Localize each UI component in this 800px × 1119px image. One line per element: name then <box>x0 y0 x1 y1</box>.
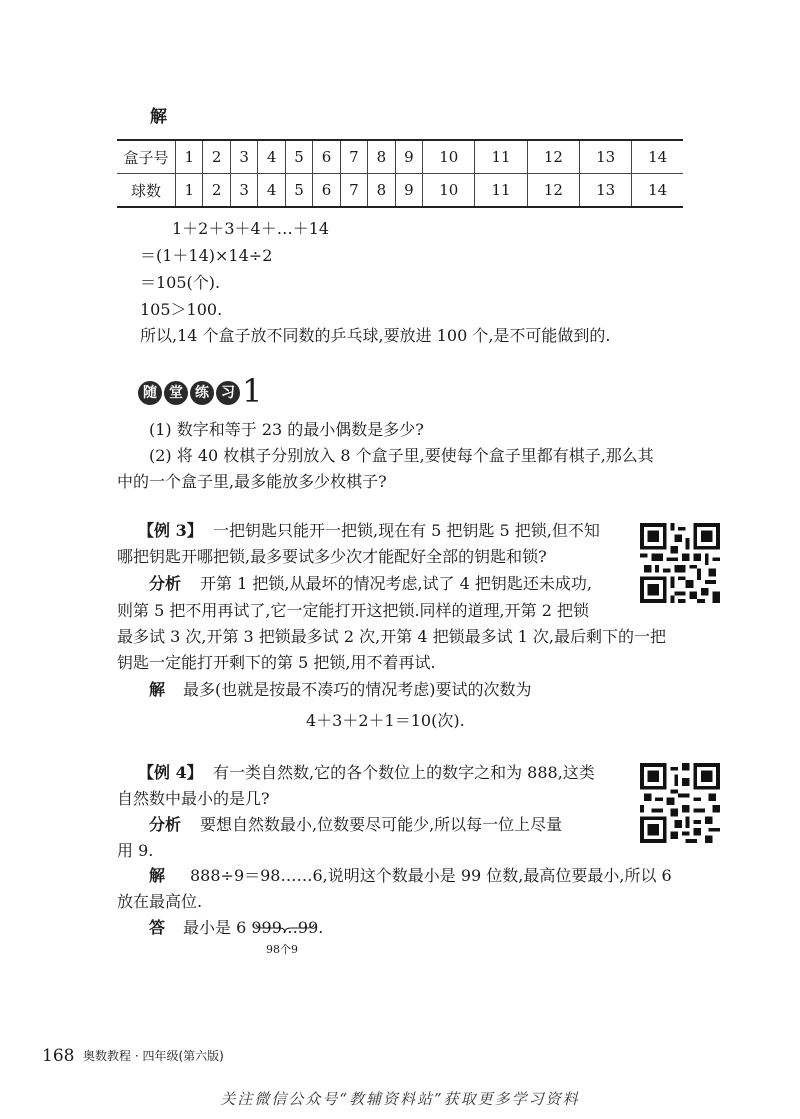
table-cell: 9 <box>395 140 422 174</box>
practice-number: 1 <box>242 372 263 410</box>
example-tag: 【例 3】 <box>138 521 203 540</box>
analysis-text: 最多试 3 次,开第 3 把锁最多试 2 次,开第 4 把锁最多试 1 次,最后剩下的一把 <box>117 627 667 646</box>
table-cell: 4 <box>258 140 285 174</box>
solution-label: 解 <box>149 866 166 885</box>
qr-code-icon <box>640 763 720 843</box>
page-number: 168 <box>42 1046 75 1066</box>
practice-badge: 练 <box>190 381 214 405</box>
qr-code-icon <box>640 523 720 603</box>
table-cell: 8 <box>368 140 395 174</box>
table-cell: 7 <box>340 140 367 174</box>
analysis-text: 要想自然数最小,位数要尽可能少,所以每一位上尽量 <box>200 815 563 834</box>
analysis-label: 分析 <box>149 574 182 593</box>
table-cell: 2 <box>203 140 230 174</box>
table-cell: 12 <box>527 174 579 208</box>
watermark-text: 关注微信公众号“教辅资料站”获取更多学习资料 <box>220 1090 580 1108</box>
solution-conclusion: 所以,14 个盒子放不同数的乒乓球,要放进 100 个,是不可能做到的. <box>140 326 611 345</box>
table-cell: 10 <box>423 140 475 174</box>
table-cell: 4 <box>258 174 285 208</box>
example-question: 自然数中最小的是几? <box>117 789 270 808</box>
analysis-text: 钥匙一定能打开剩下的第 5 把锁,用不着再试. <box>117 653 436 672</box>
table-cell: 9 <box>395 174 422 208</box>
table-cell: 10 <box>423 174 475 208</box>
practice-badge: 堂 <box>164 381 188 405</box>
practice-badge: 随 <box>138 381 162 405</box>
example-question: 一把钥匙只能开一把锁,现在有 5 把钥匙 5 把锁,但不知 <box>213 521 600 540</box>
solution-line: ＝(1＋14)×14÷2 <box>140 246 273 265</box>
example-question: 有一类自然数,它的各个数位上的数字之和为 888,这类 <box>213 763 595 782</box>
table-cell: 11 <box>475 174 527 208</box>
example-tag: 【例 4】 <box>138 763 203 782</box>
practice-badge: 习 <box>216 381 240 405</box>
table-cell: 1 <box>176 140 203 174</box>
table-cell: 5 <box>285 140 312 174</box>
table-cell: 12 <box>527 140 579 174</box>
table-cell: 6 <box>313 174 340 208</box>
practice-item: (2) 将 40 枚棋子分别放入 8 个盒子里,要使每个盒子里都有棋子,那么其 <box>149 446 654 465</box>
table-cell: 球数 <box>117 174 176 208</box>
underbrace-note: 98个9 <box>266 943 298 956</box>
table-row <box>117 140 683 174</box>
solution-line: 105＞100. <box>140 300 223 319</box>
table-cell: 11 <box>475 140 527 174</box>
table-cell: 5 <box>285 174 312 208</box>
solution-line: 1＋2＋3＋4＋…＋14 <box>172 219 330 238</box>
practice-item: (1) 数字和等于 23 的最小偶数是多少? <box>149 420 424 439</box>
answer-label: 答 <box>149 918 166 937</box>
table-cell: 14 <box>632 140 683 174</box>
table-cell: 1 <box>176 174 203 208</box>
solution-text: 888÷9＝98……6,说明这个数最小是 99 位数,最高位要最小,所以 6 <box>190 866 672 885</box>
table-row <box>117 174 683 208</box>
box-ball-table <box>117 139 683 208</box>
solution-line: ＝105(个). <box>140 273 221 292</box>
table-cell: 7 <box>340 174 367 208</box>
book-title: 奥数教程 · 四年级(第六版) <box>83 1049 224 1063</box>
solution-formula: 4＋3＋2＋1＝10(次). <box>306 711 465 730</box>
solution-text: 最多(也就是按最不凑巧的情况考虑)要试的次数为 <box>183 680 532 699</box>
analysis-text: 则第 5 把不用再试了,它一定能打开这把锁.同样的道理,开第 2 把锁 <box>117 601 589 620</box>
table-cell: 13 <box>580 140 632 174</box>
table-cell: 2 <box>203 174 230 208</box>
solution-text: 放在最高位. <box>117 892 203 911</box>
analysis-text: 开第 1 把锁,从最坏的情况考虑,试了 4 把钥匙还未成功, <box>200 574 592 593</box>
practice-item: 中的一个盒子里,最多能放多少枚棋子? <box>117 472 387 491</box>
table-cell: 盒子号 <box>123 148 169 167</box>
solution-label: 解 <box>149 680 166 699</box>
solution-label: 解 <box>150 107 167 127</box>
table-cell: 13 <box>580 174 632 208</box>
analysis-label: 分析 <box>149 815 182 834</box>
table-cell: 6 <box>313 140 340 174</box>
underbrace-icon <box>255 923 315 933</box>
answer-text: 最小是 6 999…99. <box>183 918 324 937</box>
analysis-text: 用 9. <box>117 841 154 860</box>
table-cell: 3 <box>230 174 257 208</box>
table-cell: 3 <box>230 140 257 174</box>
example-question: 哪把钥匙开哪把锁,最多要试多少次才能配好全部的钥匙和锁? <box>117 547 547 566</box>
table-cell: 8 <box>368 174 395 208</box>
table-cell: 14 <box>632 174 683 208</box>
